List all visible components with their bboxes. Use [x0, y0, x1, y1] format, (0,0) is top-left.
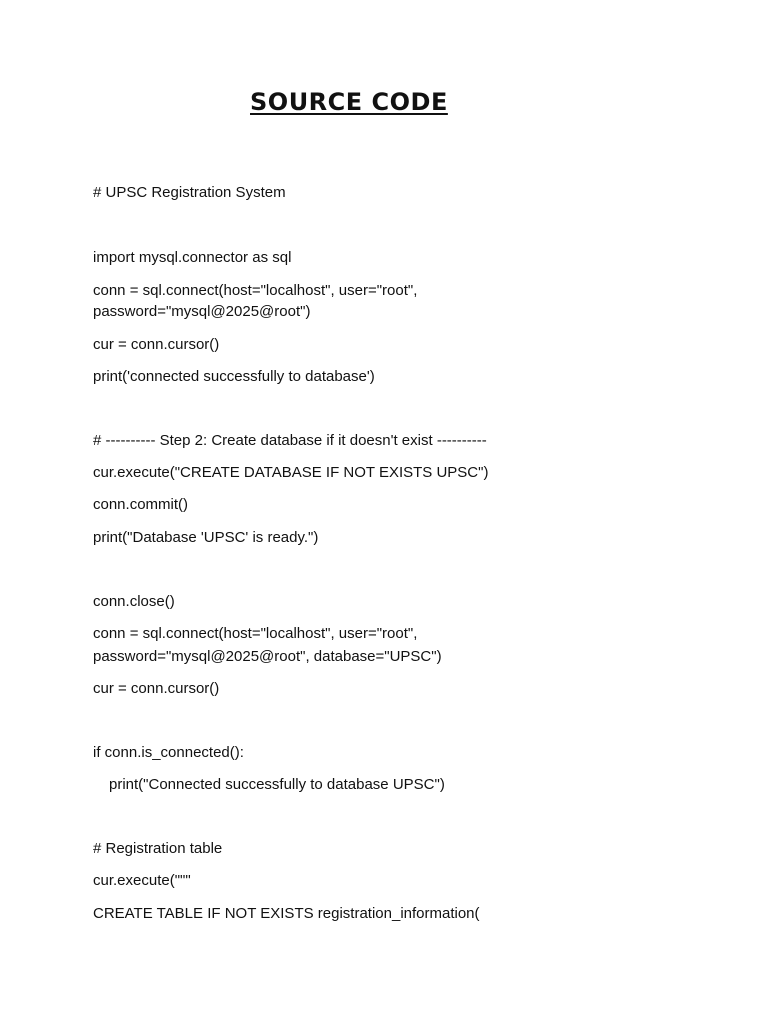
- code-line: if conn.is_connected():: [93, 744, 244, 761]
- code-comment: # ---------- Step 2: Create database if it doesn't exist ----------: [93, 432, 487, 449]
- code-comment: # Registration table: [93, 840, 223, 857]
- code-line: cur = conn.cursor(): [93, 680, 220, 697]
- page-title: SOURCE CODE: [250, 88, 448, 116]
- code-line: CREATE TABLE IF NOT EXISTS registration_information(: [93, 905, 480, 922]
- code-line: print("Connected successfully to database UPSC"): [109, 776, 445, 793]
- code-line: import mysql.connector as sql: [93, 249, 292, 266]
- code-comment: # UPSC Registration System: [93, 184, 286, 201]
- code-line: password="mysql@2025@root", database="UPSC"): [93, 648, 442, 665]
- code-line: cur = conn.cursor(): [93, 336, 220, 353]
- code-line: print("Database 'UPSC' is ready."): [93, 529, 319, 546]
- code-line: print('connected successfully to database'): [93, 368, 375, 385]
- code-line: conn.close(): [93, 593, 175, 610]
- code-line: conn = sql.connect(host="localhost", user="root",: [93, 625, 418, 642]
- code-line: cur.execute("CREATE DATABASE IF NOT EXISTS UPSC"): [93, 464, 489, 481]
- code-line: password="mysql@2025@root"): [93, 303, 311, 320]
- code-line: cur.execute(""": [93, 872, 191, 889]
- code-line: conn = sql.connect(host="localhost", user="root",: [93, 282, 418, 299]
- code-line: conn.commit(): [93, 496, 189, 513]
